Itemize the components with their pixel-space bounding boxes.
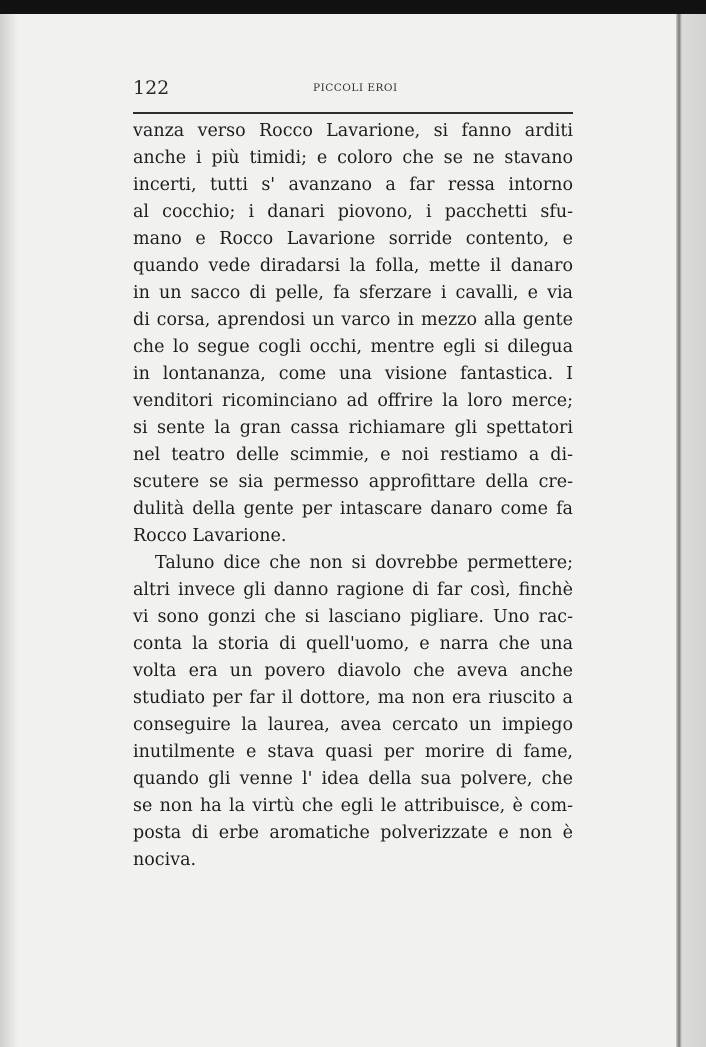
paragraph-1 bbox=[133, 118, 573, 550]
text-line: dulità della gente per intascare danaro come fa bbox=[133, 499, 573, 519]
text-line: anche i più timidi; e coloro che se ne stavano bbox=[133, 148, 573, 168]
running-title: PICCOLI EROI bbox=[313, 82, 398, 94]
text-line: studiato per far il dottore, ma non era riuscito a bbox=[133, 688, 573, 708]
text-line: nociva. bbox=[133, 850, 197, 870]
text-line: incerti, tutti s' avanzano a far ressa intorno bbox=[133, 175, 573, 195]
text-line: conta la storia di quell'uomo, e narra che una bbox=[133, 634, 573, 654]
text-line: vi sono gonzi che si lasciano pigliare. Uno rac- bbox=[133, 607, 573, 627]
text-line: che lo segue cogli occhi, mentre egli si dilegua bbox=[133, 337, 573, 357]
text-line: nel teatro delle scimmie, e noi restiamo a di- bbox=[133, 445, 573, 465]
running-head bbox=[133, 76, 573, 100]
text-line: scutere se sia permesso approfittare della cre- bbox=[133, 472, 573, 492]
text-line: conseguire la laurea, avea cercato un impiego bbox=[133, 715, 573, 735]
text-line: volta era un povero diavolo che aveva anche bbox=[133, 661, 573, 681]
body-text bbox=[133, 118, 573, 874]
text-line: di corsa, aprendosi un varco in mezzo alla gente bbox=[133, 310, 573, 330]
text-line: in lontananza, come una visione fantastica. I bbox=[133, 364, 573, 384]
text-line: vanza verso Rocco Lavarione, si fanno arditi bbox=[133, 121, 573, 141]
text-line: venditori ricominciano ad offrire la loro merce; bbox=[133, 391, 573, 411]
text-line: se non ha la virtù che egli le attribuisce, è com- bbox=[133, 796, 573, 816]
text-line: quando gli venne l' idea della sua polvere, che bbox=[133, 769, 573, 789]
text-line: posta di erbe aromatiche polverizzate e non è bbox=[133, 823, 573, 843]
text-line: mano e Rocco Lavarione sorride contento, e bbox=[133, 229, 573, 249]
text-line: altri invece gli danno ragione di far così, finchè bbox=[133, 580, 573, 600]
page-number: 122 bbox=[133, 77, 170, 99]
text-line: in un sacco di pelle, fa sferzare i cavalli, e via bbox=[133, 283, 573, 303]
text-line: inutilmente e stava quasi per morire di fame, bbox=[133, 742, 573, 762]
text-line: Rocco Lavarione. bbox=[133, 526, 287, 546]
header-rule bbox=[133, 112, 573, 114]
text-line: si sente la gran cassa richiamare gli spettatori bbox=[133, 418, 573, 438]
text-line: al cocchio; i danari piovono, i pacchetti sfu- bbox=[133, 202, 573, 222]
paragraph-2 bbox=[133, 550, 573, 874]
text-line: Taluno dice che non si dovrebbe permettere; bbox=[155, 553, 573, 573]
text-line: quando vede diradarsi la folla, mette il danaro bbox=[133, 256, 573, 276]
